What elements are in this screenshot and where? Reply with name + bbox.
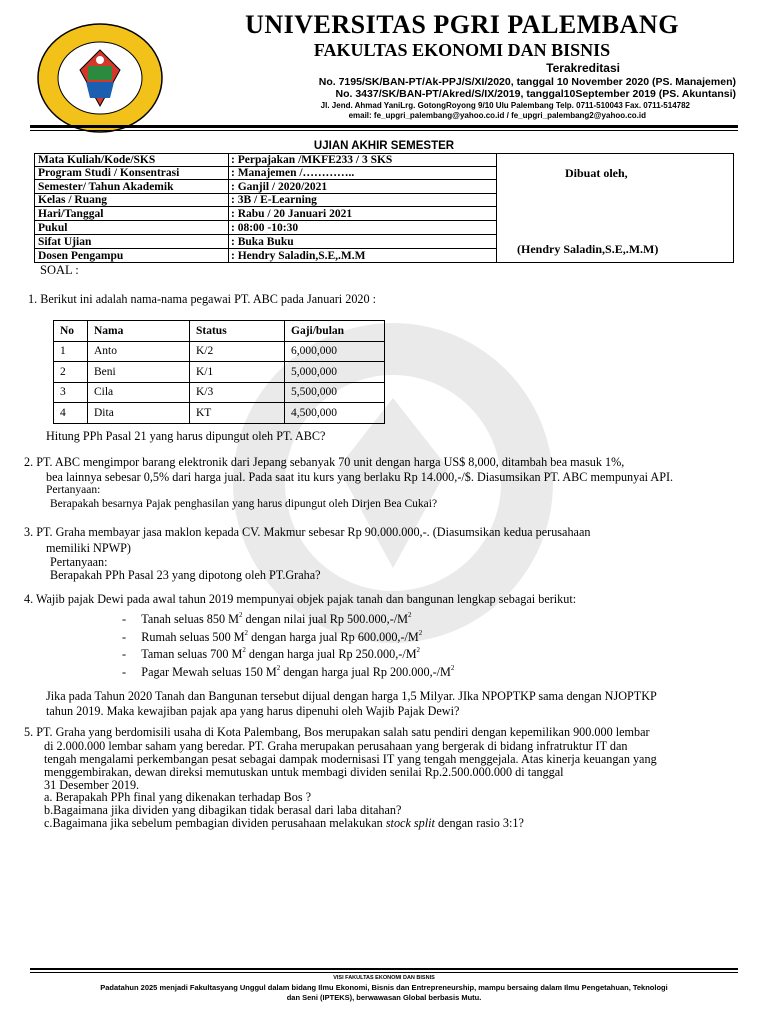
q5-part-b: b.Bagaimana jika dividen yang dibagikan tidak berasal dari laba ditahan? [44,803,402,817]
q5-line-1: 5. PT. Graha yang berdomisili usaha di Kota Palembang, Bos merupakan salah satu pendiri dengan kepemilikan 900.000 lembar [24,725,650,739]
cell: 3 [54,382,88,403]
q4-item [122,646,420,662]
header-rule [30,125,738,128]
university-logo [36,22,164,134]
q3-line-2: memiliki NPWP) [46,541,131,555]
q4-item-price: dengan harga jual Rp 250.000,-/M [245,647,417,661]
made-by-label: Dibuat oleh, [565,166,628,180]
q5-line-3: tengah mengalami perkembangan pesat sebagai dampak modernisasi IT yang tengah menggejala. Atas kinerja keuangan yang [44,752,657,766]
footer-visi-title: VISI FAKULTAS EKONOMI DAN BISNIS [333,975,435,981]
info-value: : Hendry Saladin,S.E,.M.M [231,250,366,262]
info-key: Mata Kuliah/Kode/SKS [38,154,156,166]
info-key: Semester/ Tahun Akademik [38,181,174,193]
info-row [35,208,497,221]
q4-intro: 4. Wajib pajak Dewi pada awal tahun 2019 mempunyai objek pajak tanah dan bangunan lengkap sebagai berikut: [24,592,577,606]
cell: Beni [88,362,190,383]
q4-item [122,611,411,627]
bullet-dash: - [122,612,127,626]
superscript: 2 [407,611,412,619]
cell: Cila [88,382,190,403]
q2-line-3: Pertanyaan: [46,484,101,496]
cell: 4,500,000 [285,403,385,424]
table-row [54,382,385,403]
cell: KT [190,403,285,424]
cell: 2 [54,362,88,383]
q5-part-c [44,816,524,831]
q4-item-area: Pagar Mewah seluas 150 M [141,665,277,679]
q4-item-price: dengan nilai jual Rp 500.000,-/M [242,612,408,626]
info-row [35,181,497,194]
info-row [35,194,497,207]
info-key: Program Studi / Konsentrasi [38,167,180,179]
bullet-dash: - [122,647,127,661]
salary-table [53,320,385,424]
cell: 5,500,000 [285,382,385,403]
q4-item [122,664,454,680]
col-header: Gaji/bulan [285,321,385,342]
q5-part-a: a. Berapakah PPh final yang dikenakan terhadap Bos ? [44,790,312,804]
info-row [35,154,497,167]
cell: Anto [88,341,190,362]
q5-line-4: menggembirakan, dewan direksi memutuskan untuk membagi dividen senilai Rp.2.500.000.000 di tanggal [44,765,564,779]
address: Jl. Jend. Ahmad YaniLrg. GotongRoyong 9/10 Ulu Palembang Telp. 0711-510043 Fax. 0711-514782 [320,101,690,110]
q5-part-c-emphasis: stock split [385,816,435,830]
cell: 1 [54,341,88,362]
info-value: : 3B / E-Learning [231,194,317,206]
info-row [35,236,497,249]
q2-line-4: Berapakah besarnya Pajak penghasilan yang harus dipungut oleh Dirjen Bea Cukai? [50,498,438,510]
q4-text-1: Jika pada Tahun 2020 Tanah dan Bangunan tersebut dijual dengan harga 1,5 Milyar. JIka NPOPTKP sama dengan NJOPTKP [46,689,657,703]
info-value: : Manajemen /………….. [231,167,355,179]
col-header: Nama [88,321,190,342]
bullet-dash: - [122,665,127,679]
accreditation-line-2: No. 3437/SK/BAN-PT/Akred/S/IX/2019, tanggal10September 2019 (PS. Akuntansi) [335,88,736,100]
info-row [35,222,497,235]
q4-item-area: Tanah seluas 850 M [141,612,239,626]
q1-question: Hitung PPh Pasal 21 yang harus dipungut oleh PT. ABC? [46,429,326,443]
q5-line-2: di 2.000.000 lembar saham yang beredar. PT. Graha merupakan perusahaan yang bergerak di bidang infratruktur IT dan [44,739,628,753]
info-key: Hari/Tanggal [38,208,104,220]
superscript: 2 [242,646,246,654]
footer-rule-thin [30,972,738,973]
info-key: Pukul [38,222,68,234]
table-row [54,341,385,362]
cell: K/2 [190,341,285,362]
superscript: 2 [416,646,421,654]
table-row [54,403,385,424]
info-key: Sifat Ujian [38,236,92,248]
info-key: Kelas / Ruang [38,194,108,206]
university-name: UNIVERSITAS PGRI PALEMBANG [245,10,679,39]
accreditation-label: Terakreditasi [546,61,620,75]
info-value: : Ganjil / 2020/2021 [231,181,328,193]
exam-info-table [34,153,734,263]
soal-label: SOAL : [40,263,79,277]
info-value: : 08:00 -10:30 [231,222,299,234]
info-value: : Rabu / 20 Januari 2021 [231,208,353,220]
info-row [35,167,497,180]
q5-line-5: 31 Desember 2019. [44,778,140,792]
q4-item-price: dengan harga jual Rp 600.000,-/M [248,630,419,644]
q2-line-1: 2. PT. ABC mengimpor barang elektronik dari Jepang sebanyak 70 unit dengan harga US$ 8,000, ditambah bea masuk 1%, [24,455,625,469]
q4-item-area: Rumah seluas 500 M [141,630,245,644]
info-value: : Buka Buku [231,236,294,248]
faculty-name: FAKULTAS EKONOMI DAN BISNIS [313,40,611,60]
superscript: 2 [276,664,281,672]
q4-item [122,629,422,645]
header-rule-thin [30,130,738,131]
cell: K/3 [190,382,285,403]
cell: 5,000,000 [285,362,385,383]
superscript: 2 [450,664,455,672]
q4-item-price: dengan harga jual Rp 200.000,-/M [280,665,451,679]
signatory: (Hendry Saladin,S.E,.M.M) [517,242,659,256]
superscript: 2 [244,629,249,637]
cell: K/1 [190,362,285,383]
q5-part-c-end: dengan rasio 3:1? [434,816,524,830]
q5-part-c-text: c.Bagaimana jika sebelum pembagian dividen perusahaan melakukan [44,816,386,830]
q2-line-2: bea lainnya sebesar 0,5% dari harga jual. Pada saat itu kurs yang berlaku Rp 14.000,-/$. Diasumsikan PT. ABC mempunyai API. [46,470,674,484]
info-row [35,250,497,263]
email: email: fe_upgri_palembang@yahoo.co.id / fe_upgri_palembang2@yahoo.co.id [348,111,646,120]
q3-line-4: Berapakah PPh Pasal 23 yang dipotong oleh PT.Graha? [50,568,321,582]
superscript: 2 [238,611,243,619]
col-header: Status [190,321,285,342]
superscript: 2 [418,629,423,637]
footer-rule [30,968,738,970]
accreditation-line-1: No. 7195/SK/BAN-PT/Ak-PPJ/S/XI/2020, tanggal 10 November 2020 (PS. Manajemen) [318,76,736,88]
cell: 4 [54,403,88,424]
table-row [54,362,385,383]
q3-line-1: 3. PT. Graha membayar jasa maklon kepada CV. Makmur sebesar Rp 90.000.000,-. (Diasumsikan kedua perusahaan [24,525,591,539]
info-value: : Perpajakan /MKFE233 / 3 SKS [231,154,393,166]
q4-text-2: tahun 2019. Maka kewajiban pajak apa yang harus dipenuhi oleh Wajib Pajak Dewi? [46,704,460,718]
info-key: Dosen Pengampu [38,250,124,262]
col-header: No [54,321,88,342]
bullet-dash: - [122,630,127,644]
q4-item-area: Taman seluas 700 M [141,647,243,661]
table-header-row [54,321,385,342]
q3-line-3: Pertanyaan: [50,555,108,569]
exam-title: UJIAN AKHIR SEMESTER [313,140,455,152]
footer-visi-text: Padatahun 2025 menjadi Fakultasyang Unggul dalam bidang Ilmu Ekonomi, Bisnis dan Entrepreneurship, mampu bersaing dalam Ilmu Pengetahuan, Teknologi dan Seni (IPTEKS), berwawasan Global berbasis Mutu. [100,983,668,1002]
cell: 6,000,000 [285,341,385,362]
q1-intro: 1. Berikut ini adalah nama-nama pegawai PT. ABC pada Januari 2020 : [28,292,377,306]
cell: Dita [88,403,190,424]
